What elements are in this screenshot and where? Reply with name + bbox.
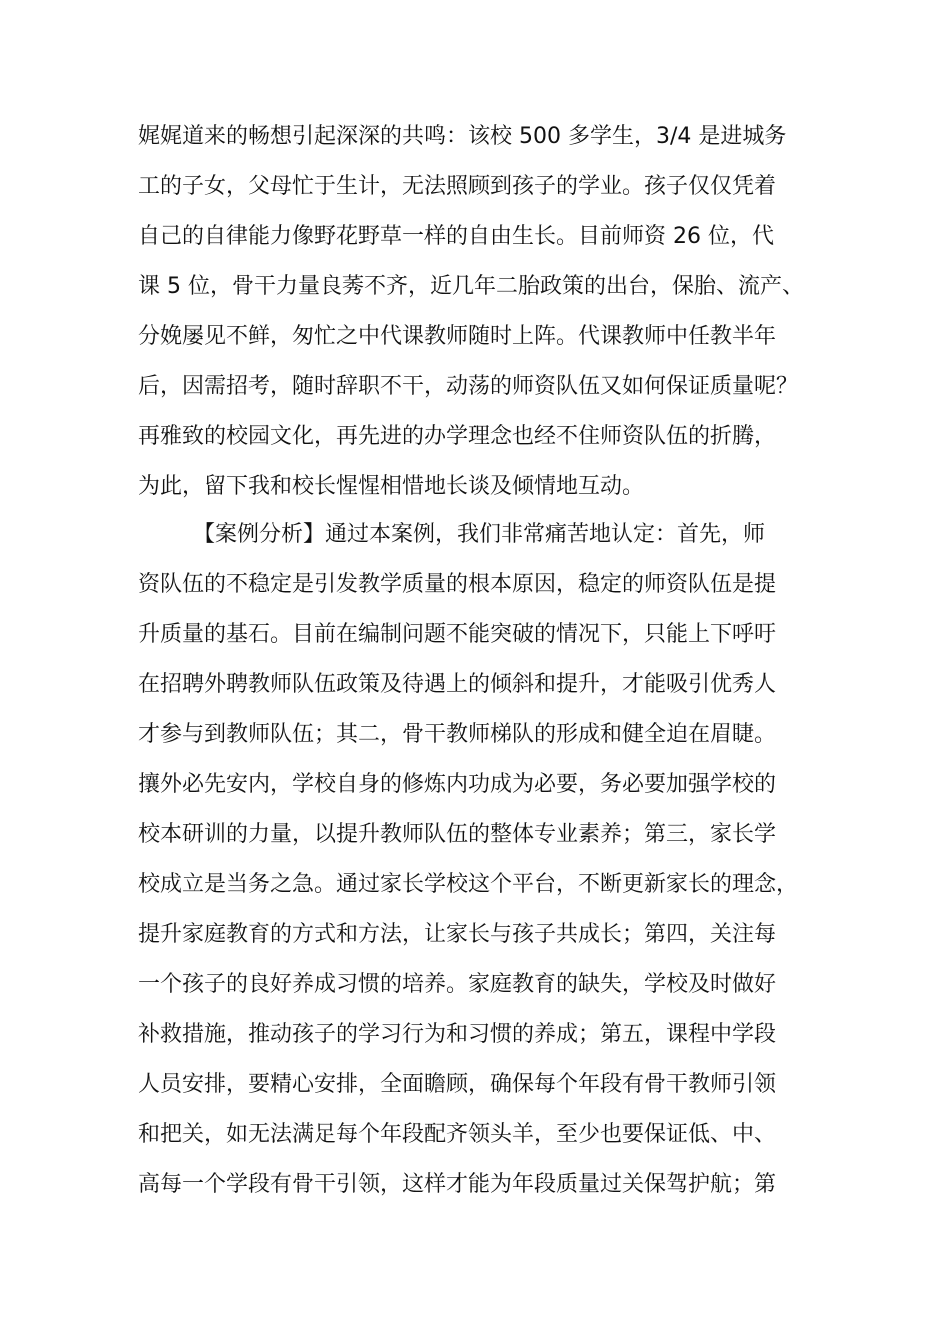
text-line: 一个孩子的良好养成习惯的培养。家庭教育的缺失，学校及时做好 <box>138 972 777 997</box>
text-line: 和把关，如无法满足每个年段配齐领头羊，至少也要保证低、中、 <box>138 1122 777 1147</box>
text-line: 补救措施，推动孩子的学习行为和习惯的养成；第五，课程中学段 <box>138 1022 777 1047</box>
text-line: 校成立是当务之急。通过家长学校这个平台，不断更新家长的理念， <box>138 872 799 897</box>
paragraph-2-case-analysis <box>138 510 838 1210</box>
text-line: 才参与到教师队伍；其二，骨干教师梯队的形成和健全迫在眉睫。 <box>138 722 777 747</box>
text-line: 自己的自律能力像野花野草一样的自由生长。目前师资 26 位，代 <box>138 224 774 249</box>
text-line: 人员安排，要精心安排，全面瞻顾，确保每个年段有骨干教师引领 <box>138 1072 777 1097</box>
text-line: 升质量的基石。目前在编制问题不能突破的情况下，只能上下呼吁 <box>138 622 777 647</box>
text-line: 分娩屡见不鲜，匆忙之中代课教师随时上阵。代课教师中任教半年 <box>138 324 777 349</box>
text-line: 娓娓道来的畅想引起深深的共鸣：该校 500 多学生，3/4 是进城务 <box>138 124 787 149</box>
text-line: 校本研训的力量，以提升教师队伍的整体专业素养；第三，家长学 <box>138 822 777 847</box>
paragraph-1 <box>138 112 838 512</box>
text-line: 工的子女，父母忙于生计，无法照顾到孩子的学业。孩子仅仅凭着 <box>138 174 777 199</box>
text-line: 在招聘外聘教师队伍政策及待遇上的倾斜和提升，才能吸引优秀人 <box>138 672 777 697</box>
text-line: 攘外必先安内，学校自身的修炼内功成为必要，务必要加强学校的 <box>138 772 777 797</box>
text-line: 再雅致的校园文化，再先进的办学理念也经不住师资队伍的折腾， <box>138 424 777 449</box>
text-line: 后，因需招考，随时辞职不干，动荡的师资队伍又如何保证质量呢？ <box>138 374 799 399</box>
text-line: 资队伍的不稳定是引发教学质量的根本原因，稳定的师资队伍是提 <box>138 572 777 597</box>
text-line: 提升家庭教育的方式和方法，让家长与孩子共成长；第四，关注每 <box>138 922 777 947</box>
text-line-first: 【案例分析】通过本案例，我们非常痛苦地认定：首先，师 <box>193 522 766 547</box>
text-line: 高每一个学段有骨干引领，这样才能为年段质量过关保驾护航；第 <box>138 1172 777 1197</box>
text-line: 课 5 位，骨干力量良莠不齐，近几年二胎政策的出台，保胎、流产、 <box>138 274 804 299</box>
text-line: 为此，留下我和校长惺惺相惜地长谈及倾情地互动。 <box>138 474 645 499</box>
